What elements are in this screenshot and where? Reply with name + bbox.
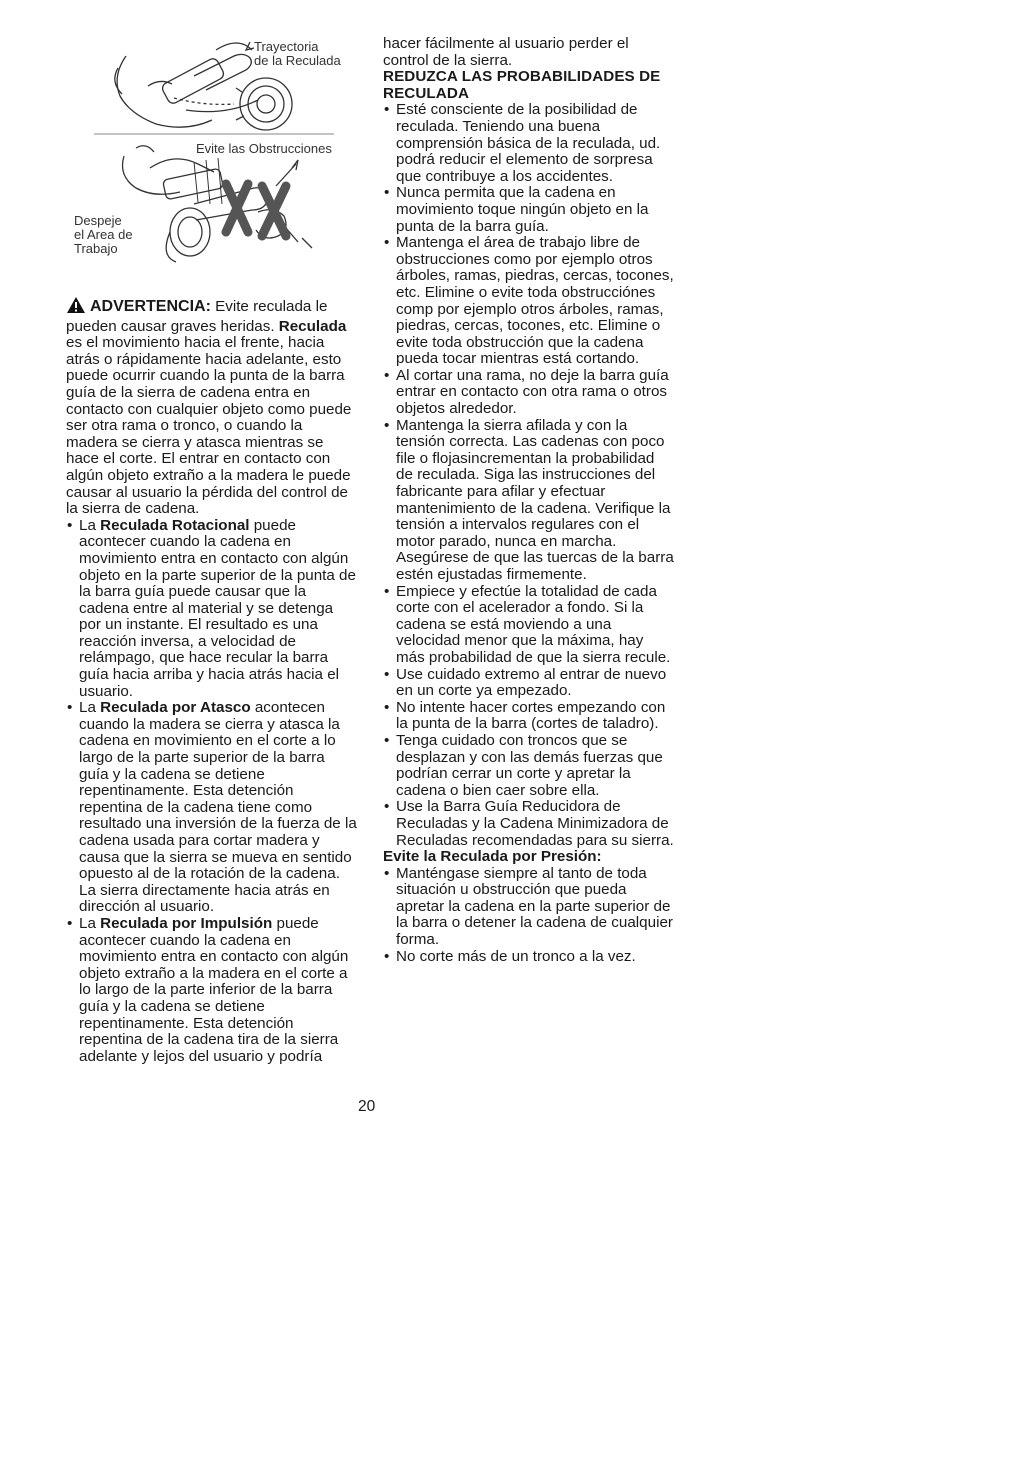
list-item: • Use la Barra Guía Reducidora de Reculadas y la Cadena Minimizadora de Reculadas recomendadas para su sierra. [383,799,675,849]
list-item: • Mantenga el área de trabajo libre de obstrucciones como por ejemplo otros árboles, ramas, piedras, cercas, tocones, etc. Elimine o evite toda obstrucciónes comp por ejemplo otros árboles, ramas, piedras, cercas, tocones, etc. Elimine o evite toda obstrucción que la cadena pueda tocar mientras está cortando. [383,235,675,368]
kickback-illustration [66,36,358,288]
warning-title: ADVERTENCIA: [90,298,211,315]
pinch-kickback-list [383,866,675,966]
left-column [66,36,358,1065]
list-item: • Mantenga la sierra afilada y con la tensión correcta. Las cadenas con poco file o flojasincrementan la probabilidad de reculada. Siga las instrucciones del fabricante para afilar y efectuar mantenimiento de la cadena. Verifique la tensión a intervalos regulares con el motor parado, nunca en marcha. Asegúrese de que las tuercas de la barra estén ejustadas firmemente. [383,418,675,584]
warning-paragraph [66,296,358,518]
clear-area-label: Despeje el Area de Trabajo [74,213,133,256]
section-heading-reduce: REDUZCA LAS PROBABILIDADES DE RECULADA [383,68,661,102]
warning-body: es el movimiento hacia el frente, hacia atrás o rápidamente hacia adelante, esto puede ocurrir cuando la punta de la barra guía de la sierra de cadena entra en contacto con cualquier objeto como puede ser otra rama o tronco, o cuando la madera se cierra y atasca mientras se hace el corte. El entrar en contacto con algún objeto extraño a la madera le puede causar al usuario la pérdida del control de la sierra de cadena. [66,334,352,518]
page-number: 20 [358,1098,376,1115]
trajectory-label: Trayectoria de la Reculada [254,39,341,68]
continued-text: hacer fácilmente al usuario perder el control de la sierra. [383,35,629,69]
list-item: • La Reculada por Atasco acontecen cuando la madera se cierra y atasca la cadena en movimiento en el corte a lo largo de la parte superior de la barra guía y la cadena se detiene repentinamente. Esta detención repentina de la cadena tiene como resultado una inversión de la fuerza de la cadena usada para cortar madera y causa que la sierra se mueva en sentido opuesto al de la rotación de la cadena. La sierra directamente hacia atrás en dirección al usuario. [66,700,358,916]
warning-intro: Evite reculada le pueden causar graves heridas. [66,298,328,335]
list-item: • Manténgase siempre al tanto de toda situación u obstrucción que pueda apretar la cadena en la parte superior de la barra o detener la cadena de cualquier forma. [383,866,675,949]
list-item: • Empiece y efectúe la totalidad de cada corte con el acelerador a fondo. Si la cadena se está moviendo a una velocidad menor que la máxima, hay más probabilidad de que la sierra recule. [383,584,675,667]
list-item: • Use cuidado extremo al entrar de nuevo en un corte ya empezado. [383,667,675,700]
list-item: • Esté consciente de la posibilidad de reculada. Teniendo una buena comprensión básica de la reculada, ud. podrá reducir el elemento de sorpresa que contribuye a los accidentes. [383,102,675,185]
list-item: • Tenga cuidado con troncos que se desplazan y con las demás fuerzas que podrían cerrar un corte y apretar la cadena o bien caer sobre ella. [383,733,675,799]
right-column [383,36,675,965]
warning-triangle-icon [66,296,86,319]
list-item: • Nunca permita que la cadena en movimiento toque ningún objeto en la punta de la barra guía. [383,185,675,235]
warning-term: Reculada [278,317,347,335]
reduce-kickback-list [383,102,675,849]
list-item: • La Reculada Rotacional puede acontecer cuando la cadena en movimiento entra en contacto con algún objeto en la parte superior de la punta de la barra guía puede causar que la cadena entre al material y se detenga por un instante. El resultado es una reacción inversa, a velocidad de relámpago, que hace recular la barra guía hacia arriba y hacia atrás hacia el usuario. [66,518,358,701]
section-heading-pinch: Evite la Reculada por Presión: [383,848,602,866]
list-item: • No corte más de un tronco a la vez. [383,949,675,966]
list-item: • La Reculada por Impulsión puede acontecer cuando la cadena en movimiento entra en contacto con algún objeto extraño a la madera en el corte a lo largo de la parte inferior de la barra guía y la cadena se detiene repentinamente. Esta detención repentina de la cadena tira de la sierra adelante y lejos del usuario y podría [66,916,358,1065]
list-item: • No intente hacer cortes empezando con la punta de la barra (cortes de taladro). [383,700,675,733]
obstructions-label: Evite las Obstrucciones [196,141,332,156]
list-item: • Al cortar una rama, no deje la barra guía entrar en contacto con otra rama o otros objetos alrededor. [383,368,675,418]
kickback-types-list [66,518,358,1066]
